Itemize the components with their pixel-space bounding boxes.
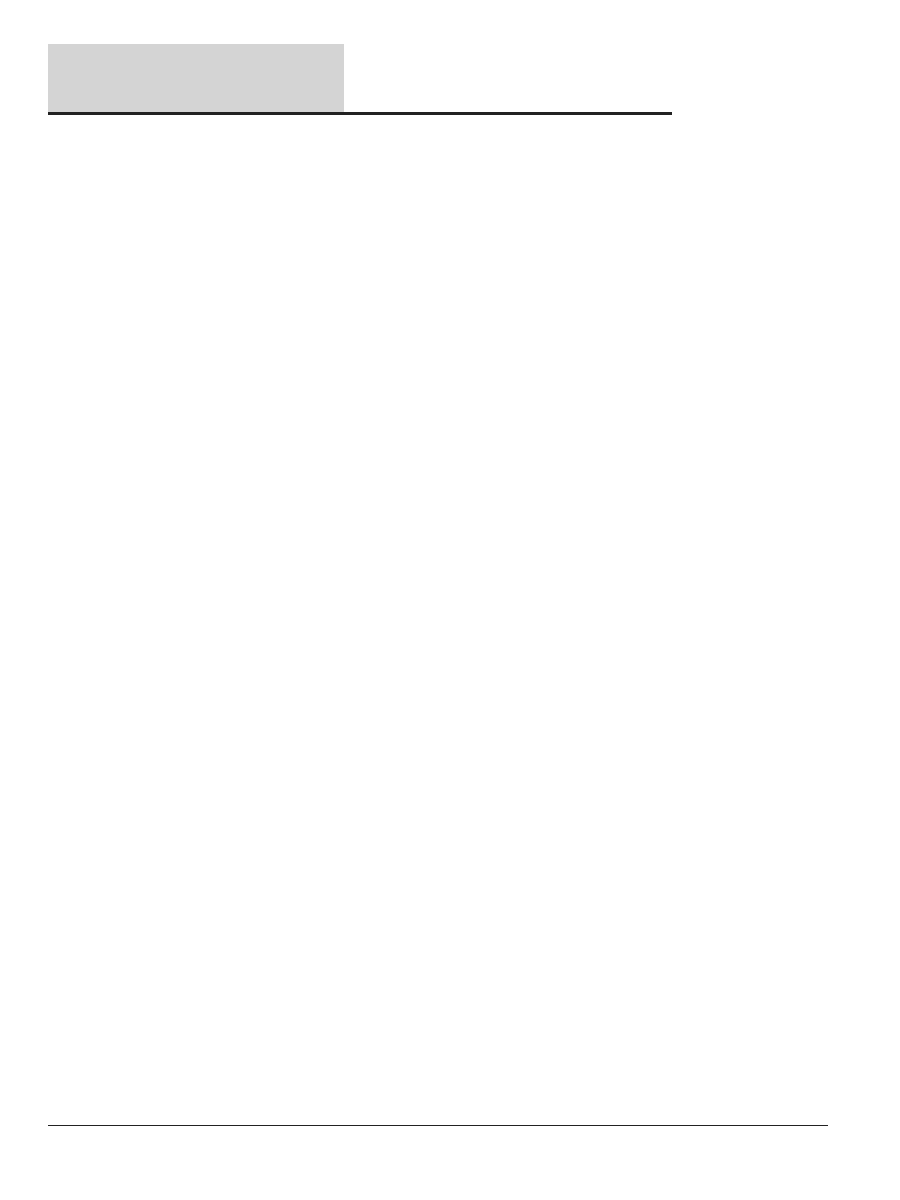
footer-rule (48, 1125, 828, 1126)
title-rule (48, 112, 672, 115)
page-footer (72, 1137, 90, 1153)
title-banner (48, 44, 344, 112)
toc-left-column (48, 128, 428, 145)
